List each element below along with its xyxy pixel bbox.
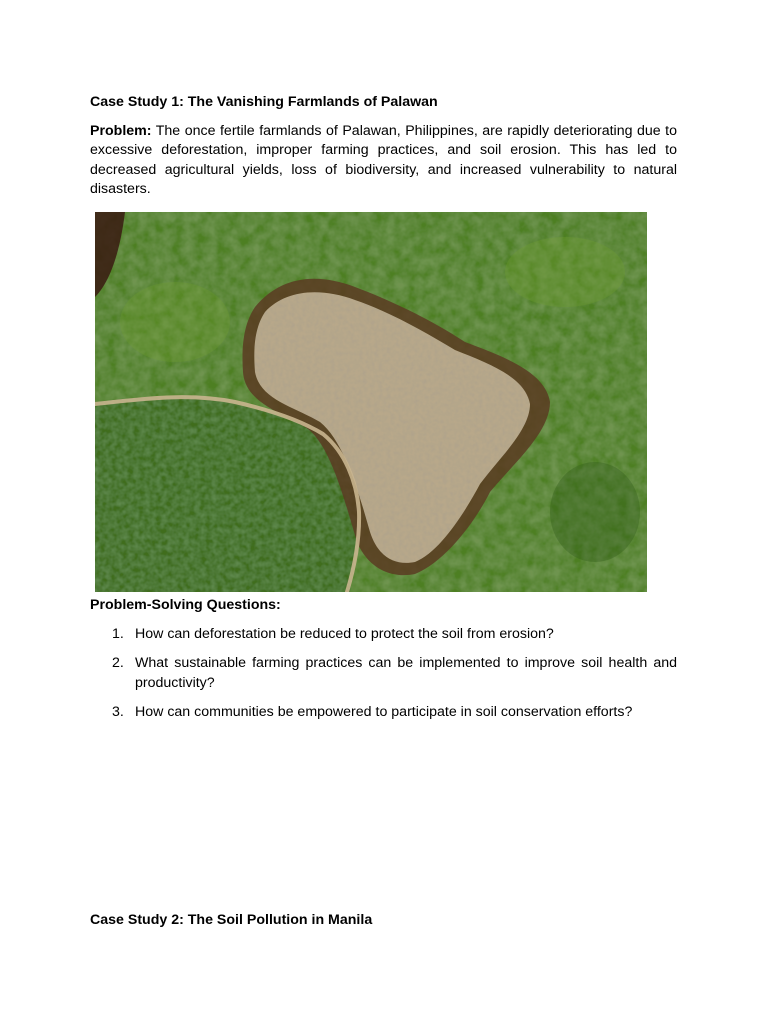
case-study-2-title: Case Study 2: The Soil Pollution in Manila [90,912,373,928]
problem-text: The once fertile farmlands of Palawan, Philippines, are rapidly deteriorating due to excessive deforestation, improper farming practices, and soil erosion. This has led to decreased agricultural yields, loss of biodiversity, and increased vulnerability to natural disasters. [90,123,677,198]
list-item [90,625,677,644]
case-study-1-title: Case Study 1: The Vanishing Farmlands of Palawan [90,94,438,110]
question-text: How can communities be empowered to participate in soil conservation efforts? [135,704,633,721]
questions-list [90,625,677,733]
question-number: 2. [112,655,124,672]
question-number: 1. [112,626,124,642]
list-item [90,654,677,693]
question-text: How can deforestation be reduced to protect the soil from erosion? [135,626,554,642]
problem-solving-questions-title: Problem-Solving Questions: [90,597,281,613]
question-text: What sustainable farming practices can be implemented to improve soil health and productivity? [135,655,677,691]
problem-label: Problem: [90,123,152,139]
problem-paragraph [90,122,677,200]
list-item [90,703,677,722]
question-number: 3. [112,704,124,721]
deforestation-aerial-photo [95,212,647,592]
